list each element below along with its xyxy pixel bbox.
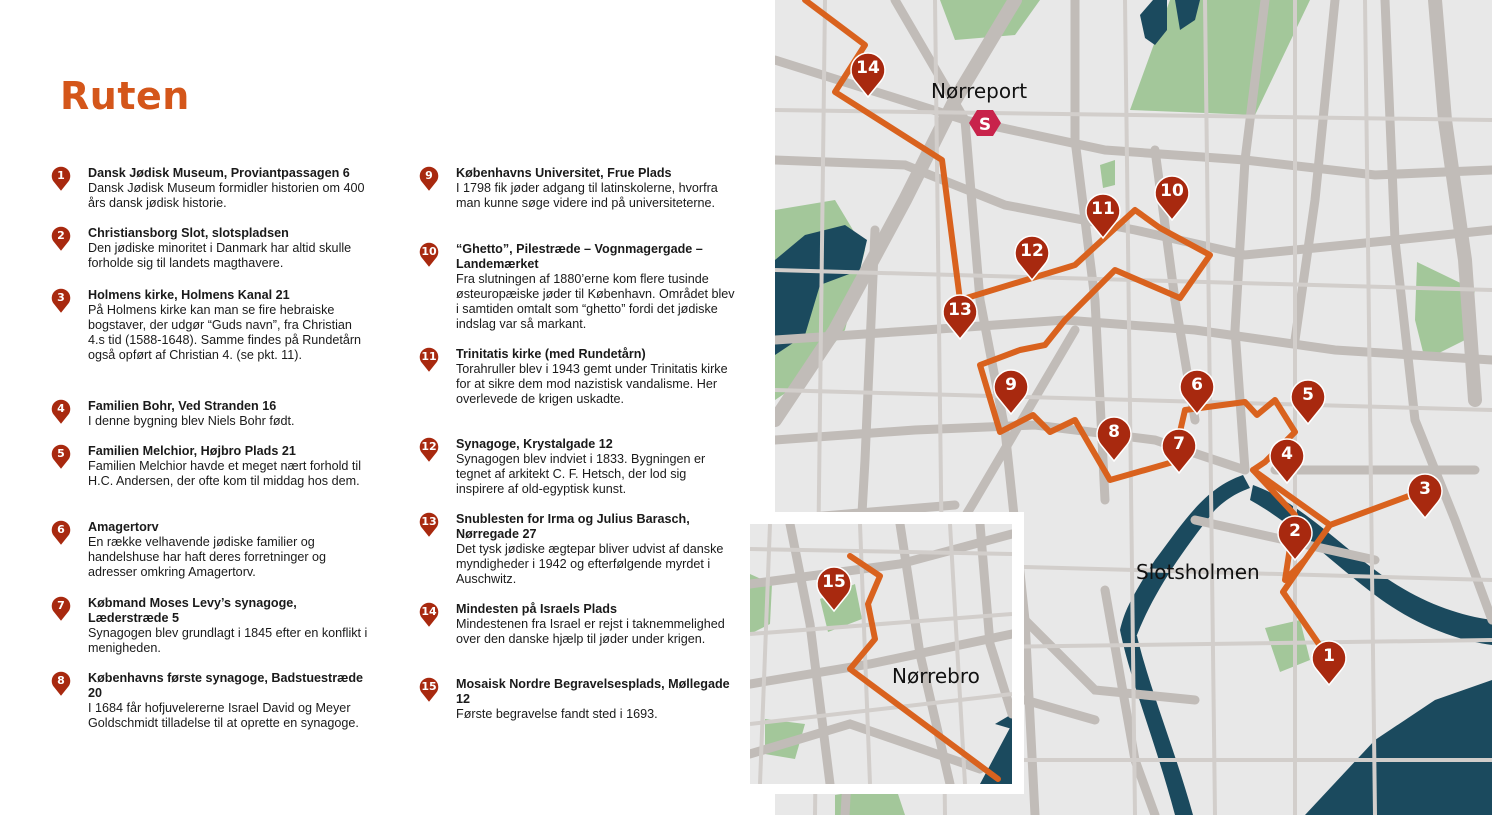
- slotsholmen-label: Slotsholmen: [1136, 560, 1260, 584]
- marker-pin-icon: 6: [50, 519, 74, 547]
- stop-item-14: [418, 602, 738, 677]
- stop-item-2: [50, 226, 370, 288]
- stop-title: Christiansborg Slot, slotspladsen: [88, 226, 289, 240]
- stop-title: “Ghetto”, Pilestræde – Vognmagergade – Landemærket: [456, 242, 703, 271]
- stop-title: Familien Bohr, Ved Stranden 16: [88, 399, 277, 413]
- stop-description: I 1798 fik jøder adgang til latinskolerne, hvorfra man kunne søge videre ind på universiteterne.: [456, 181, 718, 210]
- stop-item-11: [418, 347, 738, 437]
- svg-text:7: 7: [1173, 434, 1185, 454]
- stop-title: Amagertorv: [88, 520, 159, 534]
- marker-pin-icon: 14: [418, 601, 442, 629]
- svg-text:15: 15: [822, 572, 846, 592]
- inset-map-svg: [750, 524, 1012, 784]
- svg-text:11: 11: [1091, 199, 1115, 219]
- stop-description: Første begravelse fandt sted i 1693.: [456, 707, 658, 721]
- marker-pin-icon: 10: [418, 241, 442, 269]
- page-title: Ruten: [60, 74, 190, 118]
- stop-description: I 1684 får hofjuvelererne Israel David og Meyer Goldschmidt tilladelse til at oprette en synagoge.: [88, 701, 359, 730]
- stop-description: Den jødiske minoritet i Danmark har altid skulle forholde sig til landets magthavere.: [88, 241, 352, 270]
- svg-text:6: 6: [1191, 375, 1203, 395]
- marker-pin-icon: 7: [50, 595, 74, 623]
- stop-list-left: [50, 166, 370, 751]
- stop-description: Torahruller blev i 1943 gemt under Trinitatis kirke for at sikre dem mod nazistisk vandalisme. Her overlevede de krigen uskadte.: [456, 362, 728, 406]
- svg-text:12: 12: [1020, 241, 1044, 261]
- stop-title: Holmens kirke, Holmens Kanal 21: [88, 288, 290, 302]
- stop-item-12: [418, 437, 738, 512]
- marker-pin-icon: 8: [50, 670, 74, 698]
- marker-pin-icon: 2: [50, 225, 74, 253]
- svg-text:14: 14: [856, 58, 880, 78]
- stop-title: Købmand Moses Levy’s synagoge, Læderstræde 5: [88, 596, 297, 625]
- stop-item-3: [50, 288, 370, 399]
- stop-item-9: [418, 166, 738, 242]
- svg-text:13: 13: [948, 300, 972, 320]
- stop-title: Københavns Universitet, Frue Plads: [456, 166, 672, 180]
- stop-description: Fra slutningen af 1880’erne kom flere tusinde østeuropæiske jøder til København. Området blev i samtiden omtalt som “ghetto” fordi det jødiske indslag var så markant.: [456, 272, 735, 331]
- stop-description: Familien Melchior havde et meget nært forhold til H.C. Andersen, der ofte kom til middag hos dem.: [88, 459, 361, 488]
- norrebro-label: Nørrebro: [892, 664, 980, 688]
- stop-title: Dansk Jødisk Museum, Proviantpassagen 6: [88, 166, 350, 180]
- svg-text:5: 5: [1302, 385, 1314, 405]
- stop-description: På Holmens kirke kan man se fire hebraiske bogstaver, der udgør “Guds navn”, fra Christian 4.s tid (1588-1648). Samme findes på Rundetårn også opført af Christian 4. (se pkt. 11).: [88, 303, 362, 362]
- stop-item-6: [50, 520, 370, 596]
- stop-description: Synagogen blev indviet i 1833. Bygningen er tegnet af arkitekt C. F. Hetsch, der lod sig inspirere af old-egyptisk kunst.: [456, 452, 706, 496]
- stop-item-13: [418, 512, 738, 602]
- stop-item-10: [418, 242, 738, 347]
- marker-pin-icon: 9: [418, 165, 442, 193]
- inset-map-frame: [740, 512, 1024, 794]
- inset-map[interactable]: [750, 524, 1012, 784]
- norreport-label: Nørreport: [931, 79, 1028, 103]
- stop-item-7: [50, 596, 370, 671]
- svg-text:10: 10: [1160, 181, 1184, 201]
- stop-description: Dansk Jødisk Museum formidler historien om 400 års dansk jødisk historie.: [88, 181, 365, 210]
- stop-title: Trinitatis kirke (med Rundetårn): [456, 347, 646, 361]
- svg-text:4: 4: [1281, 444, 1293, 464]
- marker-pin-icon: 15: [418, 676, 442, 704]
- svg-text:1: 1: [1323, 646, 1335, 666]
- stop-title: Snublesten for Irma og Julius Barasch, Nørregade 27: [456, 512, 690, 541]
- stop-list-right: [418, 166, 738, 737]
- marker-pin-icon: 5: [50, 443, 74, 471]
- stop-description: En række velhavende jødiske familier og handelshuse har haft deres forretninger og adresser omkring Amagertorv.: [88, 535, 327, 579]
- stop-title: Københavns første synagoge, Badstuestræde 20: [88, 671, 364, 700]
- stop-title: Synagoge, Krystalgade 12: [456, 437, 613, 451]
- svg-text:3: 3: [1419, 479, 1431, 499]
- stop-item-8: [50, 671, 370, 751]
- svg-text:8: 8: [1108, 422, 1120, 442]
- stop-description: Mindestenen fra Israel er rejst i taknemmelighed over den danske hjælp til jøder under krigen.: [456, 617, 725, 646]
- stop-item-15: [418, 677, 738, 737]
- marker-pin-icon: 1: [50, 165, 74, 193]
- stop-item-4: [50, 399, 370, 444]
- marker-pin-icon: 3: [50, 287, 74, 315]
- stop-title: Mindesten på Israels Plads: [456, 602, 617, 616]
- svg-text:2: 2: [1289, 521, 1301, 541]
- stop-item-5: [50, 444, 370, 520]
- stop-description: Det tysk jødiske ægtepar bliver udvist af danske myndigheder i 1942 og efterfølgende myrdet i Auschwitz.: [456, 542, 724, 586]
- stop-description: I denne bygning blev Niels Bohr født.: [88, 414, 295, 428]
- stop-item-1: [50, 166, 370, 226]
- stop-description: Synagogen blev grundlagt i 1845 efter en konflikt i menigheden.: [88, 626, 368, 655]
- svg-text:S: S: [978, 115, 992, 135]
- marker-pin-icon: 13: [418, 511, 442, 539]
- stop-title: Mosaisk Nordre Begravelsesplads, Møllegade 12: [456, 677, 730, 706]
- stop-title: Familien Melchior, Højbro Plads 21: [88, 444, 296, 458]
- marker-pin-icon: 4: [50, 398, 74, 426]
- marker-pin-icon: 12: [418, 436, 442, 464]
- marker-pin-icon: 11: [418, 346, 442, 374]
- svg-text:9: 9: [1005, 375, 1017, 395]
